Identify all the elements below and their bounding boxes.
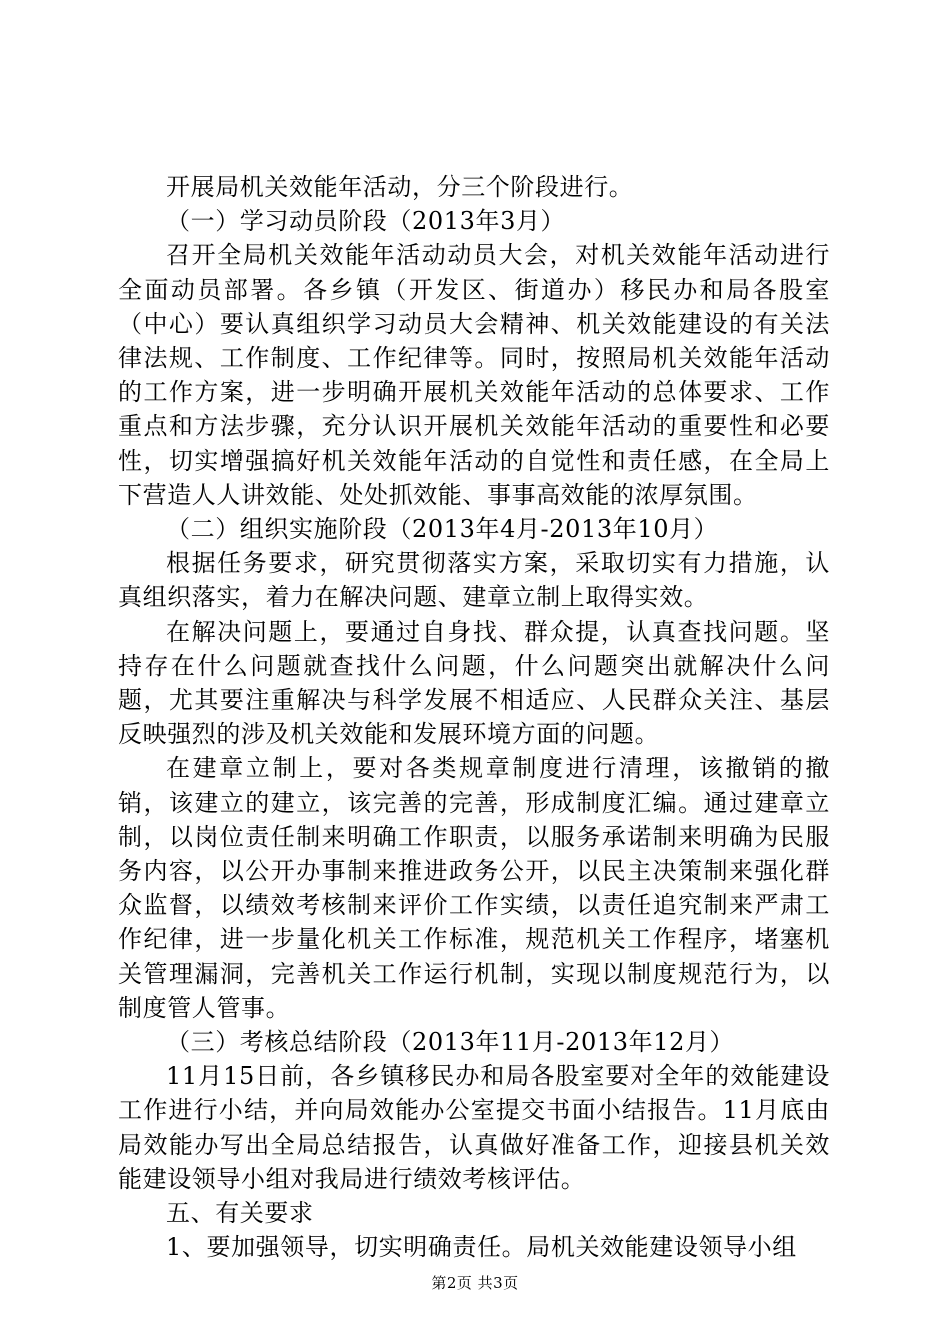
page-footer xyxy=(0,1272,950,1293)
document-body xyxy=(118,170,830,1265)
heading-stage-one: （一）学习动员阶段（2013年3月） xyxy=(166,207,566,236)
heading-stage-three: （三）考核总结阶段（2013年11月-2013年12月） xyxy=(166,1028,735,1057)
paragraph-rules-system: 在建章立制上，要对各类规章制度进行清理，该撤销的撤销，该建立的建立，该完善的完善，形成制度汇编。通过建章立制，以岗位责任制来明确工作职责，以服务承诺制来明确为民服务内容，以公开办事制来推进政务公开，以民主决策制来强化群众监督，以绩效考核制来评价工作实绩，以责任追究制来严肃工作纪律，进一步量化机关工作标准，规范机关工作程序，堵塞机关管理漏洞，完善机关工作运行机制，实现以制度规范行为，以制度管人管事。 xyxy=(118,754,830,1022)
paragraph-requirement-one: 1、要加强领导，切实明确责任。局机关效能建设领导小组 xyxy=(166,1233,797,1262)
heading-stage-two: （二）组织实施阶段（2013年4月-2013年10月） xyxy=(166,515,719,544)
paragraph-solve-problems: 在解决问题上，要通过自身找、群众提，认真查找问题。坚持存在什么问题就查找什么问题，什么问题突出就解决什么问题，尤其要注重解决与科学发展不相适应、人民群众关注、基层反映强烈的涉及机关效能和发展环境方面的问题。 xyxy=(118,617,830,749)
paragraph-intro: 开展局机关效能年活动，分三个阶段进行。 xyxy=(166,173,634,201)
paragraph-stage-one: 召开全局机关效能年活动动员大会，对机关效能年活动进行全面动员部署。各乡镇（开发区、街道办）移民办和局各股室（中心）要认真组织学习动员大会精神、机关效能建设的有关法律法规、工作制度、工作纪律等。同时，按照局机关效能年活动的工作方案，进一步明确开展机关效能年活动的总体要求、工作重点和方法步骤，充分认识开展机关效能年活动的重要性和必要性，切实增强搞好机关效能年活动的自觉性和责任感，在全局上下营造人人讲效能、处处抓效能、事事高效能的浓厚氛围。 xyxy=(118,241,830,509)
page-number-label: 第2页 共3页 xyxy=(431,1274,519,1292)
paragraph-stage-three: 11月15日前，各乡镇移民办和局各股室要对全年的效能建设工作进行小结，并向局效能办公室提交书面小结报告。11月底由局效能办写出全局总结报告，认真做好准备工作，迎接县机关效能建设领导小组对我局进行绩效考核评估。 xyxy=(118,1062,830,1193)
heading-requirements: 五、有关要求 xyxy=(166,1199,314,1228)
paragraph-stage-two: 根据任务要求，研究贯彻落实方案，采取切实有力措施，认真组织落实，着力在解决问题、建章立制上取得实效。 xyxy=(118,549,830,612)
